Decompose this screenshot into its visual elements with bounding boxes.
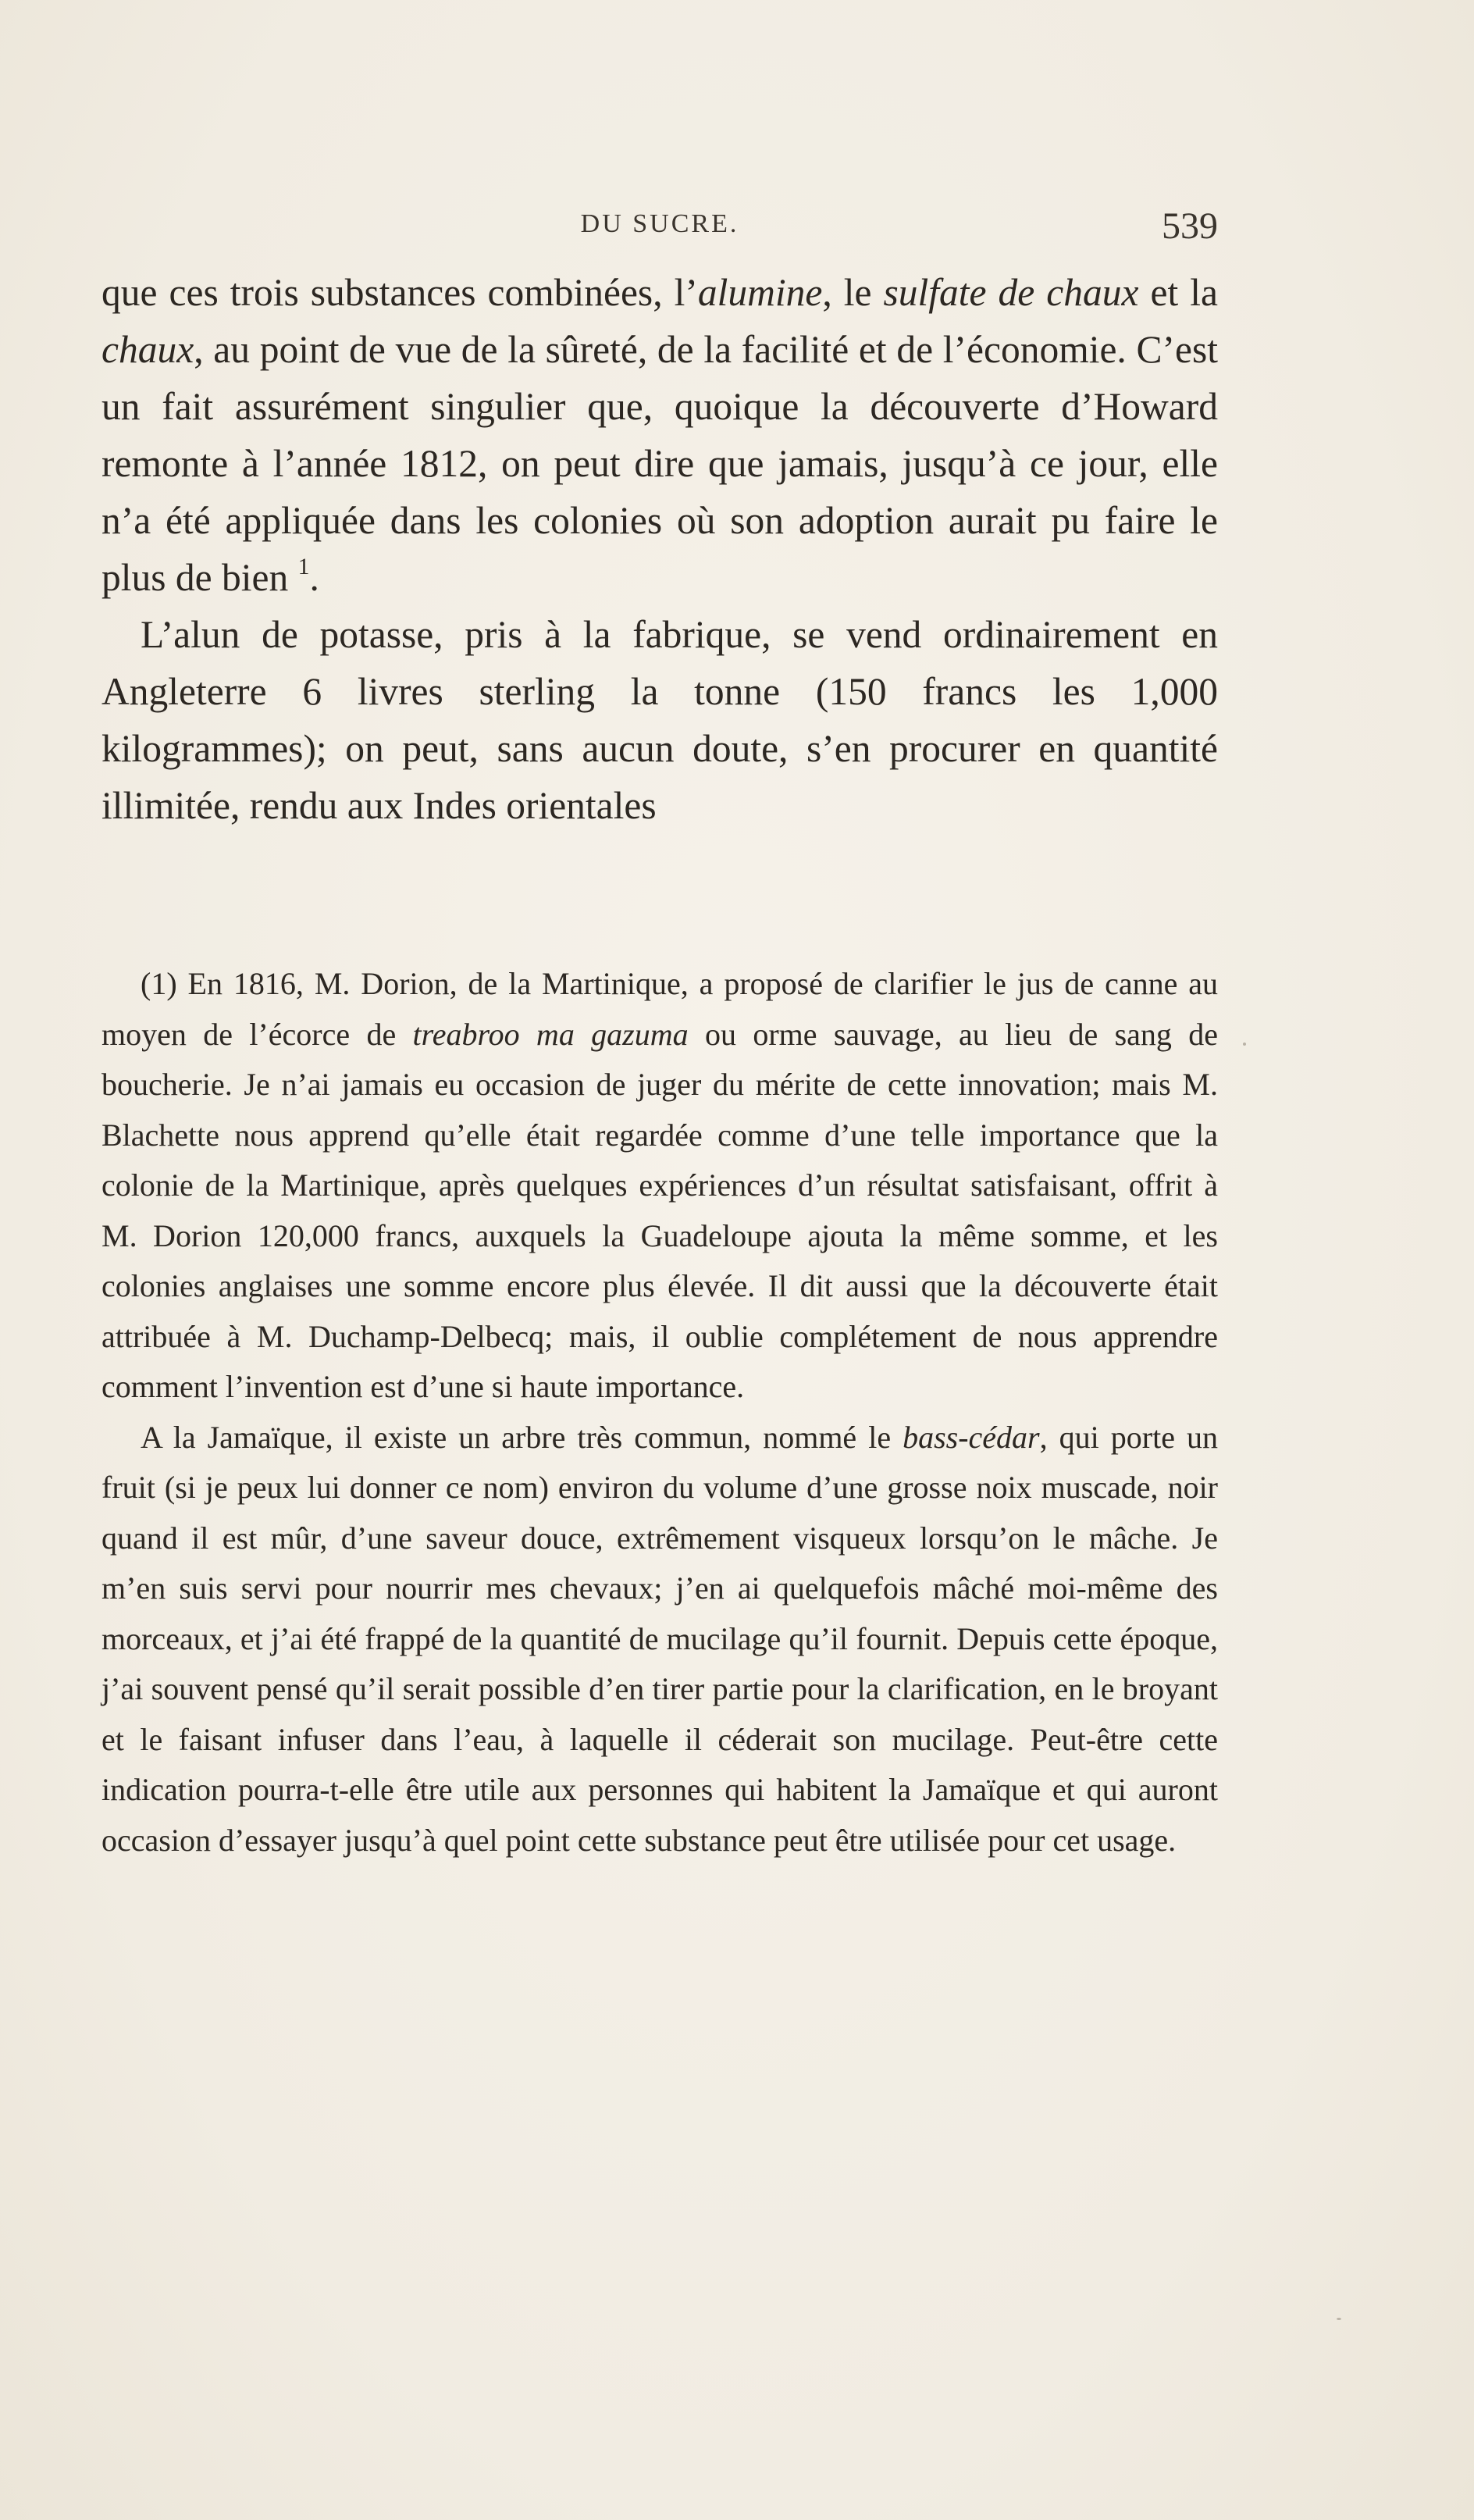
text-run: , au point de vue de la sûreté, de la facilité et de l’économie. C’est un fait assurément singulier que, quoique la découverte d’Howard remonte à l’année 1812, on peut dire que jamais, jusqu’à ce jour, elle n’a été appliquée dans les colonies où son adoption aurait pu faire le plus de bien	[101, 328, 1218, 599]
text-run: et la	[1138, 271, 1218, 314]
text-run: ou orme sauvage, au lieu de sang de boucherie. Je n’ai jamais eu occasion de juger du mérite de cette innovation; mais M. Blachette nous apprend qu’elle était regardée comme d’une telle importance que la colonie de la Martinique, après quelques expériences d’un résultat satisfaisant, offrit à M. Dorion 120,000 francs, auxquels la Guadeloupe ajouta la même somme, et les colonies anglaises une somme encore plus élevée. Il dit aussi que la découverte était attribuée à M. Duchamp-Delbecq; mais, il oublie complétement de nous apprendre comment l’invention est d’une si haute importance.	[101, 1016, 1218, 1404]
text-run: En 1816, M. Dorion, de la Martinique, a proposé de clarifier le jus de canne au moyen de l’écorce de	[101, 966, 1218, 1052]
italic-term: treabroo ma gazuma	[412, 1016, 689, 1052]
paragraph-1	[101, 264, 1218, 606]
page-header	[101, 205, 1218, 251]
page-number: 539	[1162, 205, 1218, 247]
text-run: A la Jamaïque, il existe un arbre très commun, nommé le	[141, 1419, 903, 1455]
italic-term: bass-cédar	[903, 1419, 1040, 1455]
footnote-1	[101, 959, 1218, 1413]
text-run: , le	[822, 271, 884, 314]
footnote-reference: 1	[297, 554, 310, 580]
italic-term: sulfate de chaux	[883, 271, 1139, 314]
paper-speck	[1243, 1043, 1246, 1046]
text-run: que ces trois substances combinées, l’	[101, 271, 698, 314]
main-text	[101, 264, 1218, 834]
paragraph-2: L’alun de potasse, pris à la fabrique, se vend ordinairement en Angleterre 6 livres sterling la tonne (150 francs les 1,000 kilogrammes); on peut, sans aucun doute, s’en procurer en quantité illimitée, rendu aux Indes orientales	[101, 613, 1218, 827]
paper-speck	[1337, 2318, 1341, 2320]
footnotes	[101, 959, 1218, 1866]
footnote-continuation	[101, 1413, 1218, 1866]
text-run: .	[309, 556, 319, 599]
italic-term: chaux	[101, 328, 194, 371]
footnote-marker: (1)	[141, 966, 177, 1001]
text-run: , qui porte un fruit (si je peux lui donner ce nom) environ du volume d’une grosse noix muscade, noir quand il est mûr, d’une saveur douce, extrêmement visqueux lorsqu’on le mâche. Je m’en suis servi pour nourrir mes chevaux; j’en ai quelquefois mâché moi-même des morceaux, et j’ai été frappé de la quantité de mucilage qu’il fournit. Depuis cette époque, j’ai souvent pensé qu’il serait possible d’en tirer partie pour la clarification, en le broyant et le faisant infuser dans l’eau, à laquelle il céderait son mucilage. Peut-être cette indication pourra-t-elle être utile aux personnes qui habitent la Jamaïque et qui auront occasion d’essayer jusqu’à quel point cette substance peut être utilisée pour cet usage.	[101, 1419, 1218, 1858]
running-head: DU SUCRE.	[580, 209, 739, 238]
italic-term: alumine	[697, 271, 823, 314]
